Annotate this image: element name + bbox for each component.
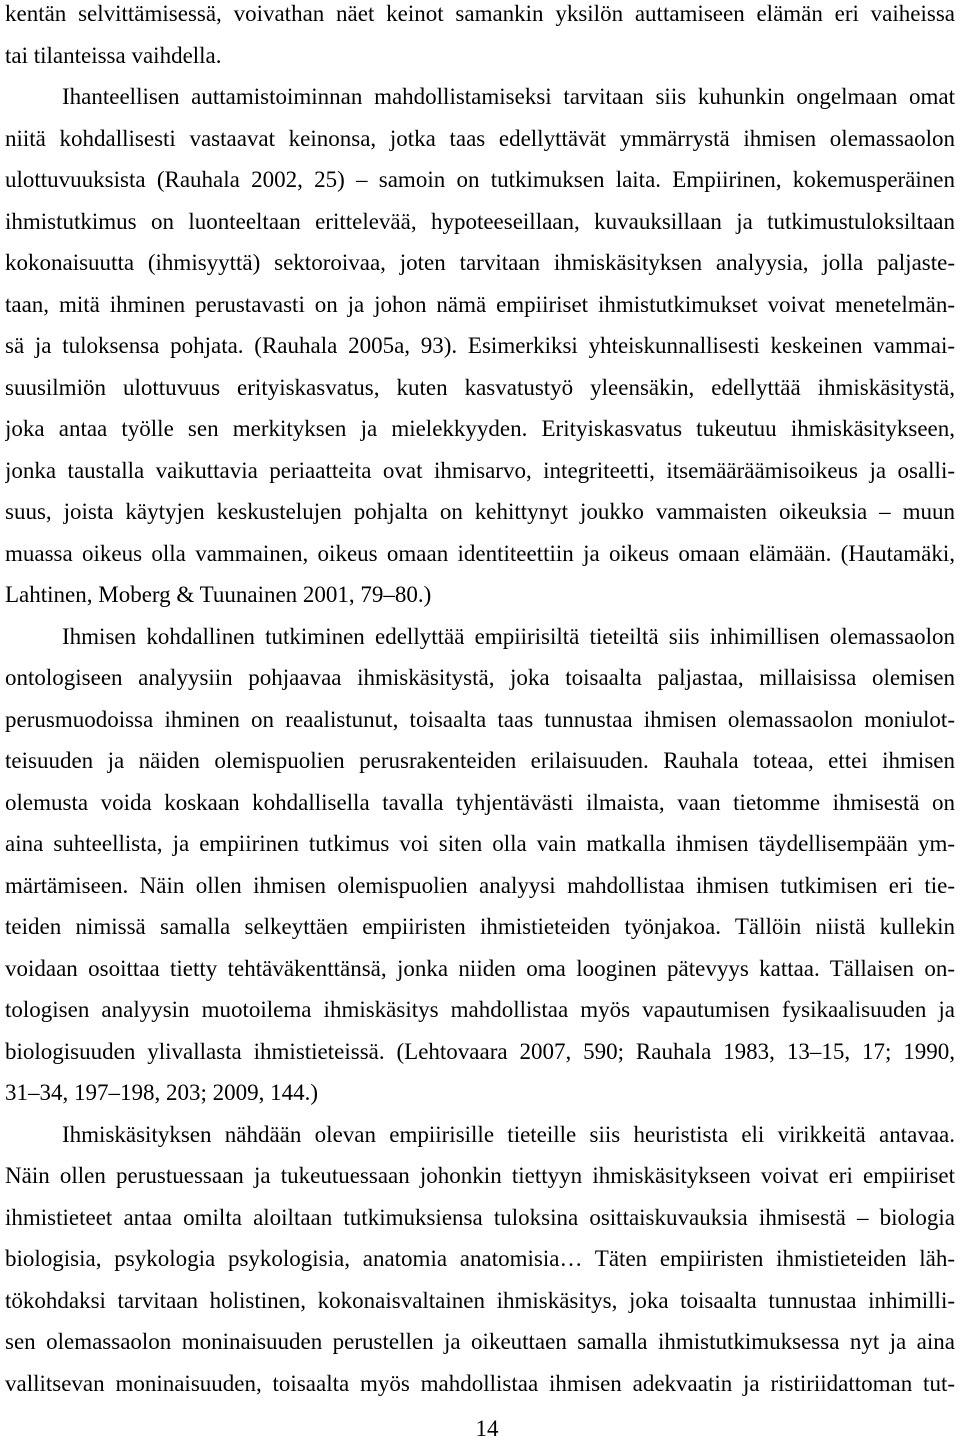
paragraph [5, 76, 955, 616]
paragraph [5, 1114, 955, 1405]
text-line: joka antaa työlle sen merkityksen ja mielekkyyden. Erityiskasvatus tukeutuu ihmiskäsitykseen, [5, 416, 955, 441]
text-line: jonka taustalla vaikuttavia periaatteita ovat ihmisarvo, integriteetti, itsemääräämisoikeus ja osalli- [5, 457, 955, 483]
text-line: ontologiseen analyysiin pohjaavaa ihmiskäsitystä, joka toisaalta paljastaa, millaisissa olemisen [5, 665, 955, 690]
text-line: märtämiseen. Näin ollen ihmisen olemispuolien analyysi mahdollistaa ihmisen tutkimisen eri tie- [5, 872, 955, 898]
text-line: Näin ollen perustuessaan ja tukeutuessaan johonkin tiettyyn ihmiskäsitykseen voivat eri empiiriset [5, 1163, 955, 1188]
text-line: niitä kohdallisesti vastaavat keinonsa, jotka taas edellyttävät ymmärrystä ihmisen olemassaolon [5, 125, 955, 151]
text-line: aina suhteellista, ja empiirinen tutkimus voi siten olla vain matkalla ihmisen täydellisempään ym- [5, 831, 955, 856]
text-line: tökohdaksi tarvitaan holistinen, kokonaisvaltainen ihmiskäsitys, joka toisaalta tunnustaa inhimilli- [5, 1287, 955, 1313]
text-line: ihmistieteet antaa omilta aloiltaan tutkimuksiensa tuloksina osittaiskuvauksia ihmisestä – biologia [5, 1204, 955, 1230]
text-line: muassa oikeus olla vammainen, oikeus omaan identiteettiin ja oikeus omaan elämään. (Hautamäki, [5, 540, 955, 566]
text-line: Ihmisen kohdallinen tutkiminen edellyttää empiirisiltä tieteiltä siis inhimillisen olemassaolon [62, 623, 955, 649]
text-line: ihmistutkimus on luonteeltaan erittelevää, hypoteeseillaan, kuvauksillaan ja tutkimustuloksiltaan [5, 208, 955, 234]
text-line: biologisia, psykologia psykologisia, anatomia anatomisia… Täten empiiristen ihmistieteiden läh- [5, 1246, 955, 1271]
text-line: Lahtinen, Moberg & Tuunainen 2001, 79–80.) [5, 582, 432, 607]
text-line: biologisuuden ylivallasta ihmistieteissä. (Lehtovaara 2007, 590; Rauhala 1983, 13–15, 17; 1990, [5, 1038, 955, 1064]
text-line: Ihanteellisen auttamistoiminnan mahdollistamiseksi tarvitaan siis kuhunkin ongelmaan omat [62, 84, 955, 109]
text-line: suus, joista käytyjen keskustelujen pohjalta on kehittynyt joukko vammaisten oikeuksia – muun [5, 499, 955, 524]
text-line: tai tilanteissa vaihdella. [5, 42, 222, 68]
text-line: kentän selvittämisessä, voivathan näet keinot samankin yksilön auttamiseen elämän eri vaiheissa [5, 1, 955, 26]
text-line: sen olemassaolon moninaisuuden perustellen ja oikeuttaen samalla ihmistutkimuksessa nyt ja aina [5, 1329, 955, 1354]
text-line: vallitsevan moninaisuuden, toisaalta myös mahdollistaa ihmisen adekvaatin ja ristiriidattoman tut- [5, 1370, 955, 1396]
paragraph [5, 616, 955, 1114]
text-line: perusmuodoissa ihminen on reaalistunut, toisaalta taas tunnustaa ihmisen olemassaolon moniulot- [5, 706, 955, 732]
text-line: kokonaisuutta (ihmisyyttä) sektoroivaa, joten tarvitaan ihmiskäsityksen analyysia, jolla paljaste- [5, 250, 955, 275]
paragraph [5, 0, 955, 76]
text-line: teisuuden ja näiden olemispuolien perusrakenteiden erilaisuuden. Rauhala toteaa, ettei ihmisen [5, 748, 955, 773]
text-line: sä ja tuloksensa pohjata. (Rauhala 2005a, 93). Esimerkiksi yhteiskunnallisesti keskeinen vammai- [5, 333, 955, 358]
text-line: tologisen analyysin muotoilema ihmiskäsitys mahdollistaa myös vapautumisen fysikaalisuuden ja [5, 997, 955, 1022]
text-line: Ihmiskäsityksen nähdään olevan empiirisille tieteille siis heuristista eli virikkeitä antavaa. [62, 1121, 955, 1147]
text-line: suusilmiön ulottuvuus erityiskasvatus, kuten kasvatustyö yleensäkin, edellyttää ihmiskäsitystä, [5, 374, 955, 400]
text-line: taan, mitä ihminen perustavasti on ja johon nämä empiiriset ihmistutkimukset voivat menetelmän- [5, 291, 955, 317]
page-number: 14 [475, 1416, 499, 1441]
text-line: voidaan osoittaa tietty tehtäväkenttänsä, jonka niiden oma looginen pätevyys kattaa. Tällaisen on- [5, 955, 955, 981]
text-line: teiden nimissä samalla selkeyttäen empiiristen ihmistieteiden työnjakoa. Tällöin niistä kullekin [5, 914, 955, 939]
body-text [5, 0, 955, 1404]
text-line: 31–34, 197–198, 203; 2009, 144.) [5, 1080, 319, 1105]
text-line: olemusta voida koskaan kohdallisella tavalla tyhjentävästi ilmaista, vaan tietomme ihmisestä on [5, 789, 955, 815]
text-line: ulottuvuuksista (Rauhala 2002, 25) – samoin on tutkimuksen laita. Empiirinen, kokemusperäinen [5, 167, 955, 192]
